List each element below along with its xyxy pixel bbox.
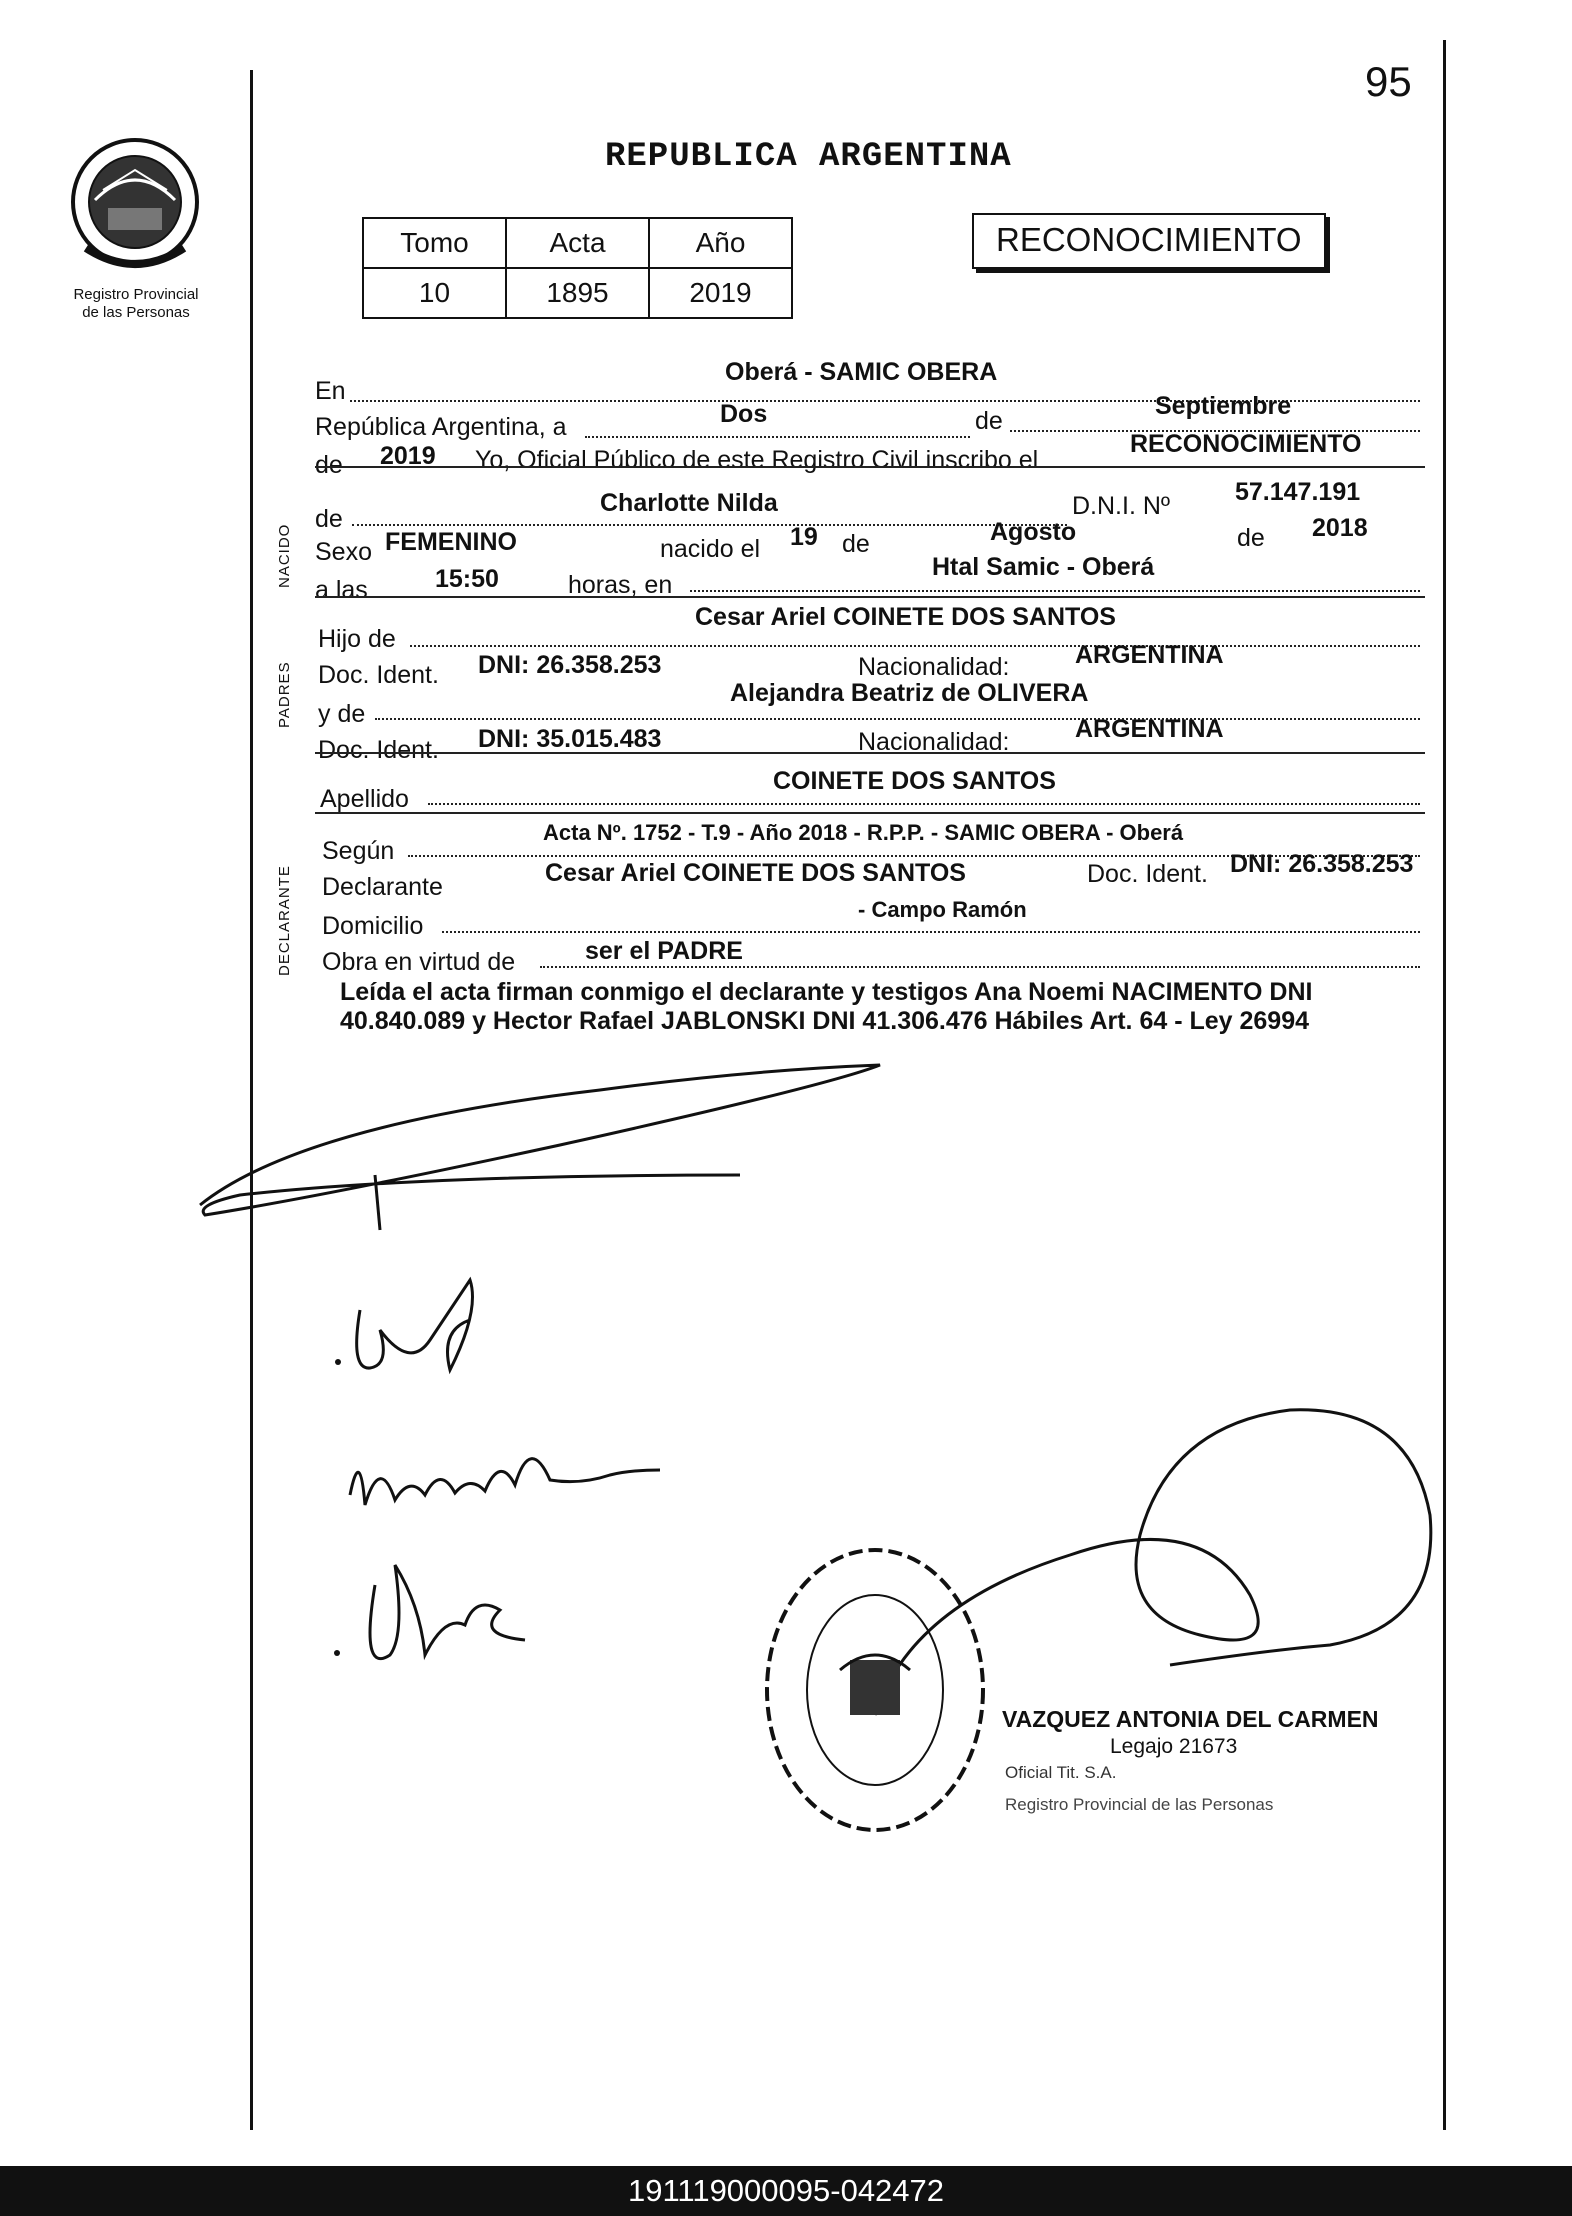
section-divider (315, 752, 1425, 754)
child-dni-value: 57.147.191 (1235, 478, 1361, 506)
section-label-padres: PADRES (276, 661, 293, 728)
sexo-label: Sexo (315, 538, 372, 566)
de-label: de (1237, 524, 1265, 552)
table-header-acta: Acta (506, 218, 649, 268)
place-value: Oberá - SAMIC OBERA (725, 358, 998, 386)
official-legajo-stamp: Legajo 21673 (1110, 1735, 1238, 1758)
dotted-line (410, 645, 1420, 647)
declarant-name-value: Cesar Ariel COINETE DOS SANTOS (545, 859, 966, 887)
section-divider (315, 596, 1425, 598)
doc-ident-label: Doc. Ident. (318, 661, 439, 689)
father-dni-value: DNI: 26.358.253 (478, 651, 662, 679)
birth-year-value: 2018 (1312, 514, 1368, 542)
dotted-line (375, 718, 1420, 720)
section-label-nacido: NACIDO (276, 523, 293, 588)
birth-day-value: 19 (790, 523, 818, 551)
republica-label: República Argentina, a (315, 413, 567, 441)
nacido-label: nacido el (660, 535, 761, 563)
hijo-label: Hijo de (318, 625, 396, 653)
declarant-signature (330, 1270, 500, 1390)
agency-caption: Registro Provincial de las Personas (73, 286, 199, 321)
segun-value: Acta Nº. 1752 - T.9 - Año 2018 - R.P.P. - SAMIC OBERA - Oberá (543, 820, 1184, 845)
table-header-tomo: Tomo (363, 218, 506, 268)
document-title: REPUBLICA ARGENTINA (605, 138, 1012, 176)
witness-signature-2 (325, 1545, 545, 1685)
dotted-line (690, 590, 1420, 592)
dotted-line (540, 966, 1420, 968)
obra-value: ser el PADRE (585, 937, 743, 965)
dotted-line (352, 524, 1067, 526)
section-divider (315, 466, 1425, 468)
dotted-line (428, 803, 1420, 805)
obra-label: Obra en virtud de (322, 948, 516, 976)
doc-ident-label: Doc. Ident. (318, 736, 439, 764)
dotted-line (442, 931, 1420, 933)
table-header-row (363, 218, 792, 268)
right-margin-line (1443, 40, 1446, 2130)
table-cell-tomo: 10 (363, 268, 506, 318)
nombre-label: de (315, 505, 343, 533)
child-name-value: Charlotte Nilda (600, 489, 778, 517)
mother-name-value: Alejandra Beatriz de OLIVERA (730, 679, 1089, 707)
closing-statement: Leída el acta firman conmigo el declarante y testigos Ana Noemi NACIMENTO DNI 40.840.089 y Hector Rafael JABLONSKI DNI 41.306.476 Hábiles Art. 64 - Ley 26994 (340, 978, 1313, 1035)
official-name-stamp: VAZQUEZ ANTONIA DEL CARMEN (1002, 1706, 1379, 1732)
year-prefix-label: de (315, 451, 343, 479)
table-cell-acta: 1895 (506, 268, 649, 318)
de-label: de (842, 530, 870, 558)
province-seal-logo (68, 130, 203, 280)
birth-place-value: Htal Samic - Oberá (932, 553, 1155, 581)
witness-signature (320, 1425, 680, 1535)
document-barcode-id: 191119000095-042472 (0, 2166, 1572, 2216)
table-cell-ano: 2019 (649, 268, 792, 318)
act-type-value: RECONOCIMIENTO (1130, 430, 1362, 458)
hora-value: 15:50 (435, 565, 499, 593)
doc-ident-label: Doc. Ident. (1087, 860, 1208, 888)
dni-label: D.N.I. Nº (1072, 492, 1171, 520)
section-divider (315, 812, 1425, 814)
alas-label: a las (315, 576, 368, 604)
day-value: Dos (720, 400, 768, 428)
father-name-value: Cesar Ariel COINETE DOS SANTOS (695, 603, 1116, 631)
page-number: 95 (1365, 58, 1412, 105)
segun-label: Según (322, 837, 395, 865)
month-value: Septiembre (1155, 392, 1292, 420)
table-row (363, 268, 792, 318)
oficial-text: Yo, Oficial Público de este Registro Civil inscribo el (475, 446, 1039, 474)
father-nationality-value: ARGENTINA (1075, 641, 1224, 669)
en-label: En (315, 377, 346, 405)
mother-nationality-value: ARGENTINA (1075, 715, 1224, 743)
document-type-box: RECONOCIMIENTO (972, 213, 1326, 269)
official-title-stamp: Oficial Tit. S.A. (1005, 1763, 1117, 1782)
year-value: 2019 (380, 442, 436, 470)
nacionalidad-label: Nacionalidad: (858, 728, 1010, 756)
declarant-dni-value: DNI: 26.358.253 (1230, 850, 1414, 878)
declarante-label: Declarante (322, 873, 443, 901)
table-header-ano: Año (649, 218, 792, 268)
official-registry-stamp: Registro Provincial de las Personas (1005, 1795, 1274, 1814)
domicilio-label: Domicilio (322, 912, 424, 940)
acta-reference-table (362, 217, 793, 319)
mother-dni-value: DNI: 35.015.483 (478, 725, 662, 753)
yde-label: y de (318, 700, 366, 728)
sexo-value: FEMENINO (385, 528, 517, 556)
official-seal-stamp (760, 1540, 990, 1840)
apellido-label: Apellido (320, 785, 409, 813)
official-signature (180, 1055, 900, 1255)
horas-label: horas, en (568, 571, 673, 599)
nacionalidad-label: Nacionalidad: (858, 653, 1010, 681)
section-label-declarante: DECLARANTE (276, 865, 293, 976)
de-label: de (975, 407, 1003, 435)
birth-month-value: Agosto (990, 518, 1077, 546)
dotted-line (585, 436, 970, 438)
surname-value: COINETE DOS SANTOS (773, 767, 1056, 795)
domicilio-value: - Campo Ramón (858, 897, 1027, 922)
